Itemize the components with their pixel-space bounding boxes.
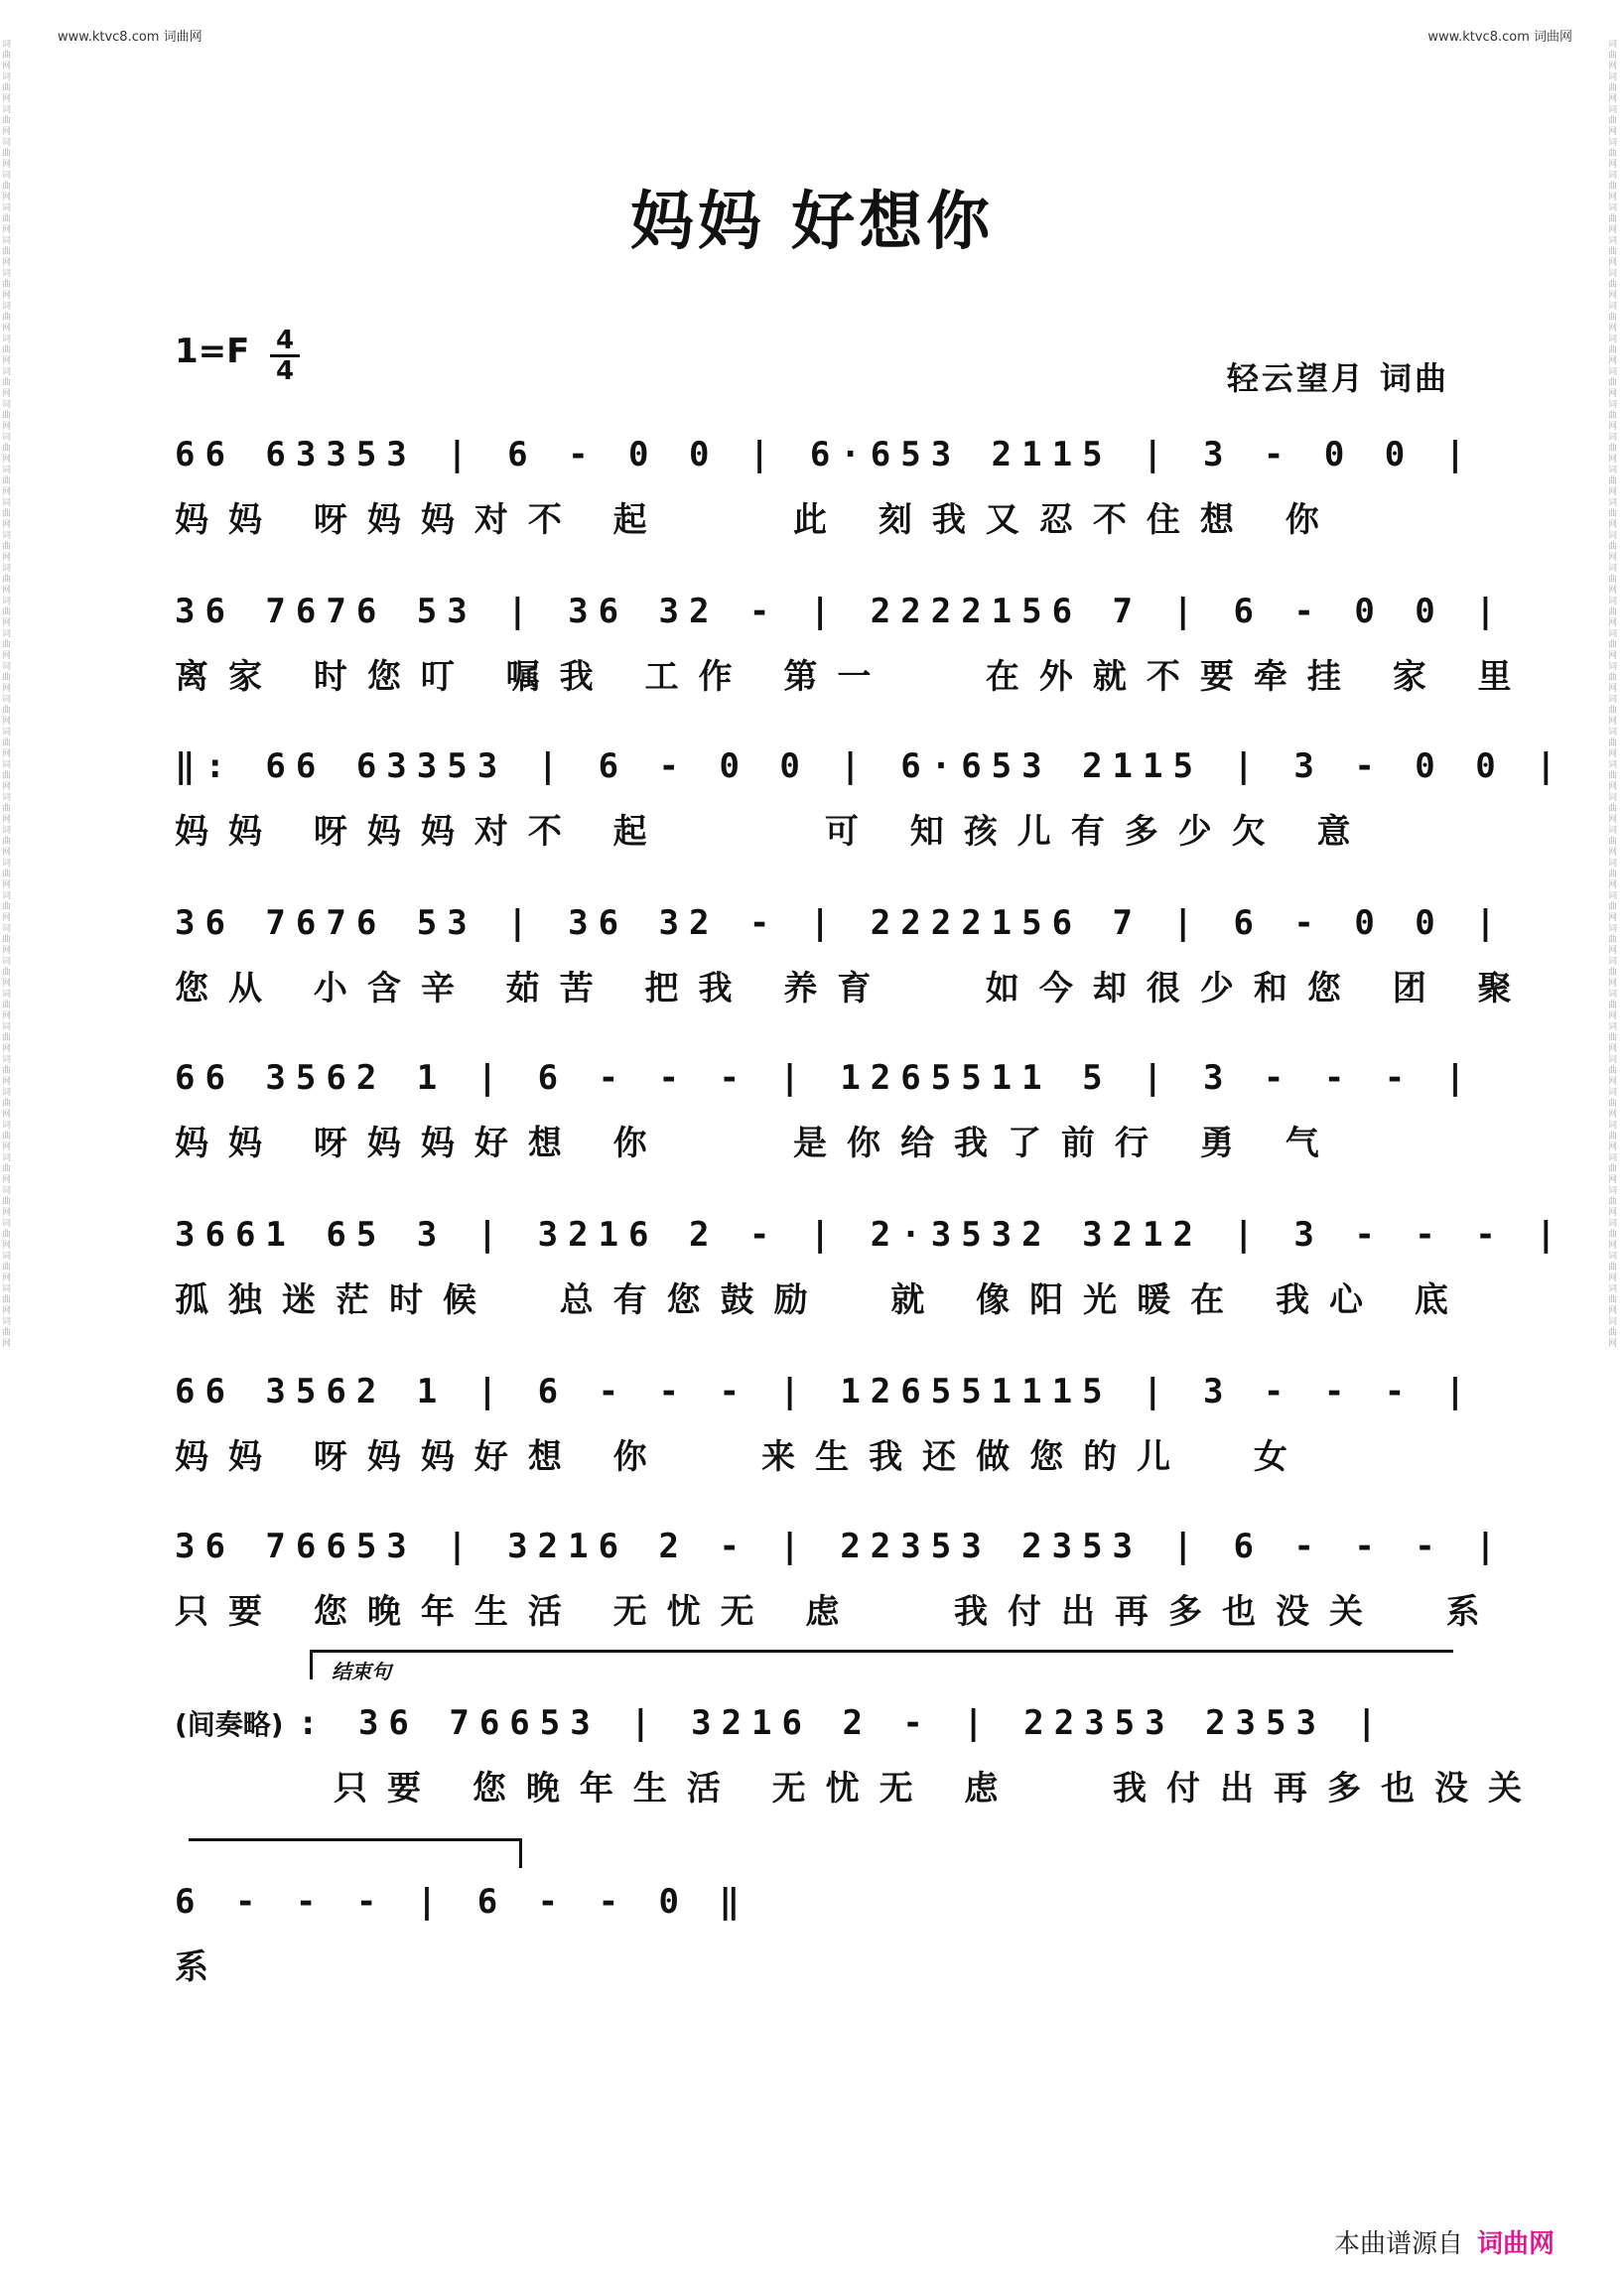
score-title: 妈妈 好想你 — [629, 186, 995, 259]
score-row — [175, 1050, 1476, 1175]
lyrics-text: 您从 小含辛 茹苦 把我 养育 如今却很少和您 团 聚 — [175, 969, 1532, 1008]
notes-line — [175, 1050, 1476, 1116]
notes-line — [175, 895, 1506, 961]
final-bracket-line — [189, 1838, 522, 1841]
notes-text: 6 - - - | 6 - - 0 ‖ — [175, 1882, 749, 1922]
lyrics-text: 只要 您晚年生活 无忧无 虑 我付出再多也没关 系 — [175, 1592, 1500, 1632]
notes-text: 36 7676 53 | 36 32 - | 2222156 7 | 6 - 0 0 | — [175, 592, 1506, 631]
notes-line — [175, 738, 1566, 804]
coda-bracket-tick — [310, 1650, 313, 1679]
time-signature — [270, 328, 300, 384]
score-row — [175, 1207, 1566, 1332]
coda-label: 结束句 — [332, 1660, 391, 1683]
lyrics-line — [175, 1116, 1455, 1175]
score-row — [175, 1519, 1506, 1644]
notes-text: 66 3562 1 | 6 - - - | 1265511 5 | 3 - - - | — [175, 1058, 1476, 1098]
key-signature: 1=F — [175, 332, 250, 371]
footer — [1334, 2223, 1555, 2260]
notes-text: 36 76653 | 3216 2 - | 22353 2353 | 6 - - - | — [175, 1527, 1506, 1566]
notes-line — [175, 1207, 1566, 1273]
right-side-watermark: 词曲网词曲网词曲网词曲网词曲网词曲网词曲网词曲网词曲网词曲网词曲网词曲网词曲网词曲网词曲网词曲网词曲网词曲网词曲网词曲网词曲网词曲网词曲网词曲网词曲网词曲网词曲网词曲网词曲网词曲网词曲网词曲网词曲网词曲网词曲网词曲网词曲网词曲网词曲网词曲网 — [1608, 40, 1618, 1349]
lyrics-text: 离家 时您叮 嘱我 工作 第一 在外就不要牵挂 家 里 — [175, 657, 1532, 697]
notes-text: 36 7676 53 | 36 32 - | 2222156 7 | 6 - 0 0 | — [175, 903, 1506, 943]
lyrics-line — [298, 1761, 1543, 1820]
lyrics-line — [175, 1273, 1468, 1332]
score-row — [175, 584, 1532, 709]
notes-text: ‖: 66 63353 | 6 - 0 0 | 6·653 2115 | 3 - 0 0 | — [175, 746, 1566, 786]
final-bracket-tick — [519, 1838, 522, 1868]
lyrics-line — [175, 1584, 1500, 1644]
score-row-coda — [298, 1695, 1543, 1820]
lyrics-text: 妈妈 呀妈妈对不 起 可 知孩儿有多少欠 意 — [175, 812, 1371, 852]
notes-line — [175, 1364, 1476, 1429]
notes-line — [175, 584, 1506, 649]
time-signature-bottom: 4 — [275, 356, 295, 386]
lyrics-line — [175, 492, 1455, 552]
score-row — [175, 1364, 1476, 1489]
score-row — [175, 738, 1566, 864]
footer-source: 本曲谱源自 — [1333, 2229, 1463, 2259]
score-row-final — [175, 1874, 1455, 1999]
header-left-url: www.ktvc8.com 词曲网 — [58, 30, 203, 45]
notes-line — [175, 427, 1476, 492]
lyrics-line — [175, 649, 1532, 709]
composer-credit: 轻云望月 词曲 — [1226, 359, 1449, 397]
lyrics-line — [175, 804, 1455, 864]
lyrics-text: 妈妈 呀妈妈对不 起 此 刻我又忍不住想 你 — [175, 500, 1339, 540]
notes-line — [298, 1695, 1455, 1761]
notes-text: 3661 65 3 | 3216 2 - | 2·3532 3212 | 3 - - - | — [175, 1215, 1566, 1255]
notes-text: : 36 76653 | 3216 2 - | 22353 2353 | — [298, 1703, 1387, 1743]
left-side-watermark: 词曲网词曲网词曲网词曲网词曲网词曲网词曲网词曲网词曲网词曲网词曲网词曲网词曲网词曲网词曲网词曲网词曲网词曲网词曲网词曲网词曲网词曲网词曲网词曲网词曲网词曲网词曲网词曲网词曲网词曲网词曲网词曲网词曲网词曲网词曲网词曲网词曲网词曲网词曲网词曲网 — [2, 40, 12, 1349]
lyrics-text: 系 — [175, 1947, 228, 1987]
notes-line — [175, 1519, 1506, 1584]
notes-line — [175, 1874, 1455, 1940]
lyrics-line — [175, 961, 1532, 1020]
header-right-url: www.ktvc8.com 词曲网 — [1427, 30, 1572, 45]
lyrics-line — [175, 1429, 1455, 1489]
time-signature-top: 4 — [275, 326, 295, 355]
lyrics-text: 妈妈 呀妈妈好想 你 来生我还做您的儿 女 — [175, 1437, 1307, 1477]
score-row — [175, 895, 1532, 1020]
score-row — [175, 427, 1476, 552]
coda-bracket-line — [310, 1650, 1453, 1653]
lyrics-text: 只要 您晚年生活 无忧无 虑 我付出再多也没关 — [334, 1769, 1543, 1809]
footer-brand[interactable]: 词曲网 — [1476, 2229, 1555, 2259]
lyrics-line — [175, 1940, 1455, 1999]
interlude-label: (间奏略) — [175, 1708, 284, 1741]
lyrics-text: 妈妈 呀妈妈好想 你 是你给我了前行 勇 气 — [175, 1124, 1339, 1163]
lyrics-text: 孤独迷茫时候 总有您鼓励 就 像阳光暖在 我心 底 — [175, 1280, 1468, 1320]
notes-text: 66 3562 1 | 6 - - - | 126551115 | 3 - - - | — [175, 1372, 1476, 1411]
notes-text: 66 63353 | 6 - 0 0 | 6·653 2115 | 3 - 0 0 | — [175, 435, 1476, 474]
